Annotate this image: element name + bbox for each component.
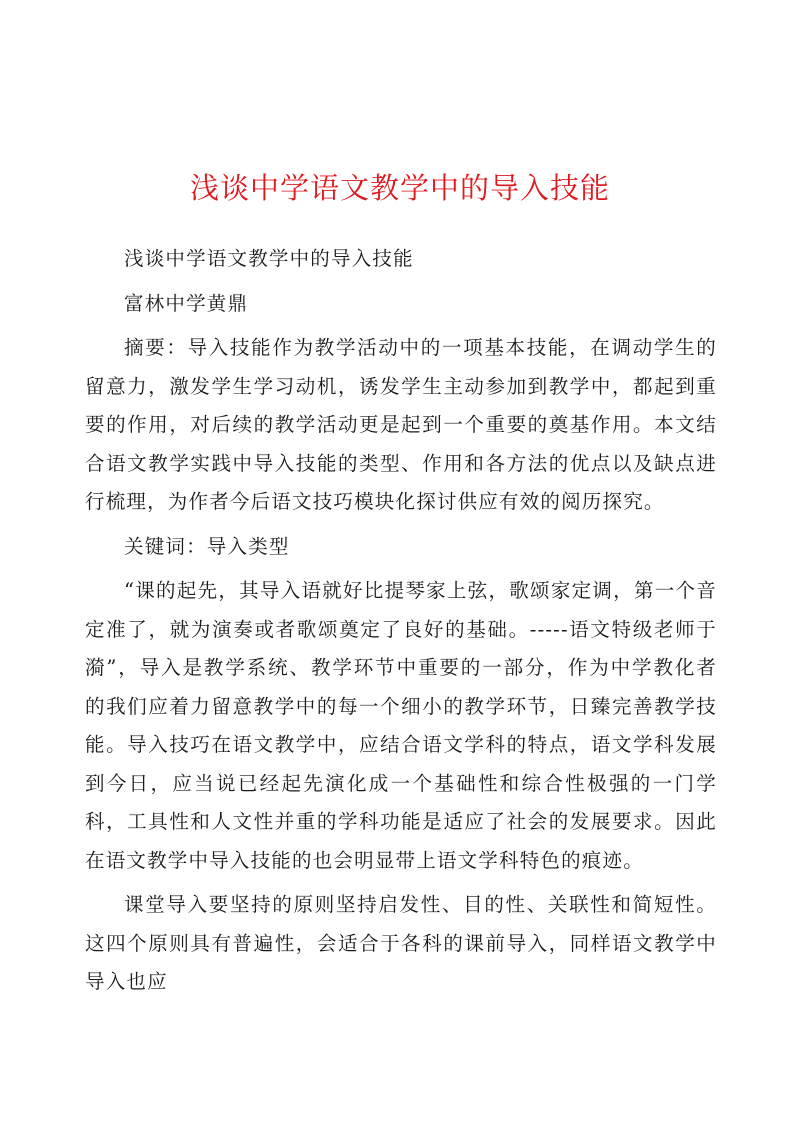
author-paragraph: 富林中学黄鼎 — [124, 291, 249, 315]
abstract-paragraph: 摘要：导入技能作为教学活动中的一项基本技能，在调动学生的留意力，激发学生学习动机，诱发学生主动参加到教学中，都起到重要的作用，对后续的教学活动更是起到一个重要的奠基作用。本文结合语文教学实践中导入技能的类型、作用和各方法的优点以及缺点进行梳理，为作者今后语文技巧模块化探讨供应有效的阅历探究。 — [85, 336, 717, 513]
subtitle-paragraph: 浅谈中学语文教学中的导入技能 — [124, 247, 414, 270]
body-paragraph: 课堂导入要坚持的原则坚持启发性、目的性、关联性和简短性。这四个原则具有普遍性，会适合于各科的课前导入，同样语文教学中导入也应 — [85, 893, 717, 993]
document-body — [85, 240, 717, 1002]
keywords-paragraph: 关键词：导入类型 — [124, 534, 290, 558]
body-paragraph: “课的起先，其导入语就好比提琴家上弦，歌颂家定调，第一个音定准了，就为演奏或者歌颂奠定了良好的基础。-----语文特级老师于漪”，导入是教学系统、教学环节中重要的一部分，作为中学教化者的我们应着力留意教学中的每一个细小的教学环节，日臻完善教学技能。导入技巧在语文教学中，应结合语文学科的特点，语文学科发展到今日，应当说已经起先演化成一个基础性和综合性极强的一门学科，工具性和人文性并重的学科功能是适应了社会的发展要求。因此在语文教学中导入技能的也会明显带上语文学科特色的痕迹。 — [85, 579, 717, 872]
document-title: 浅谈中学语文教学中的导入技能 — [189, 171, 610, 205]
